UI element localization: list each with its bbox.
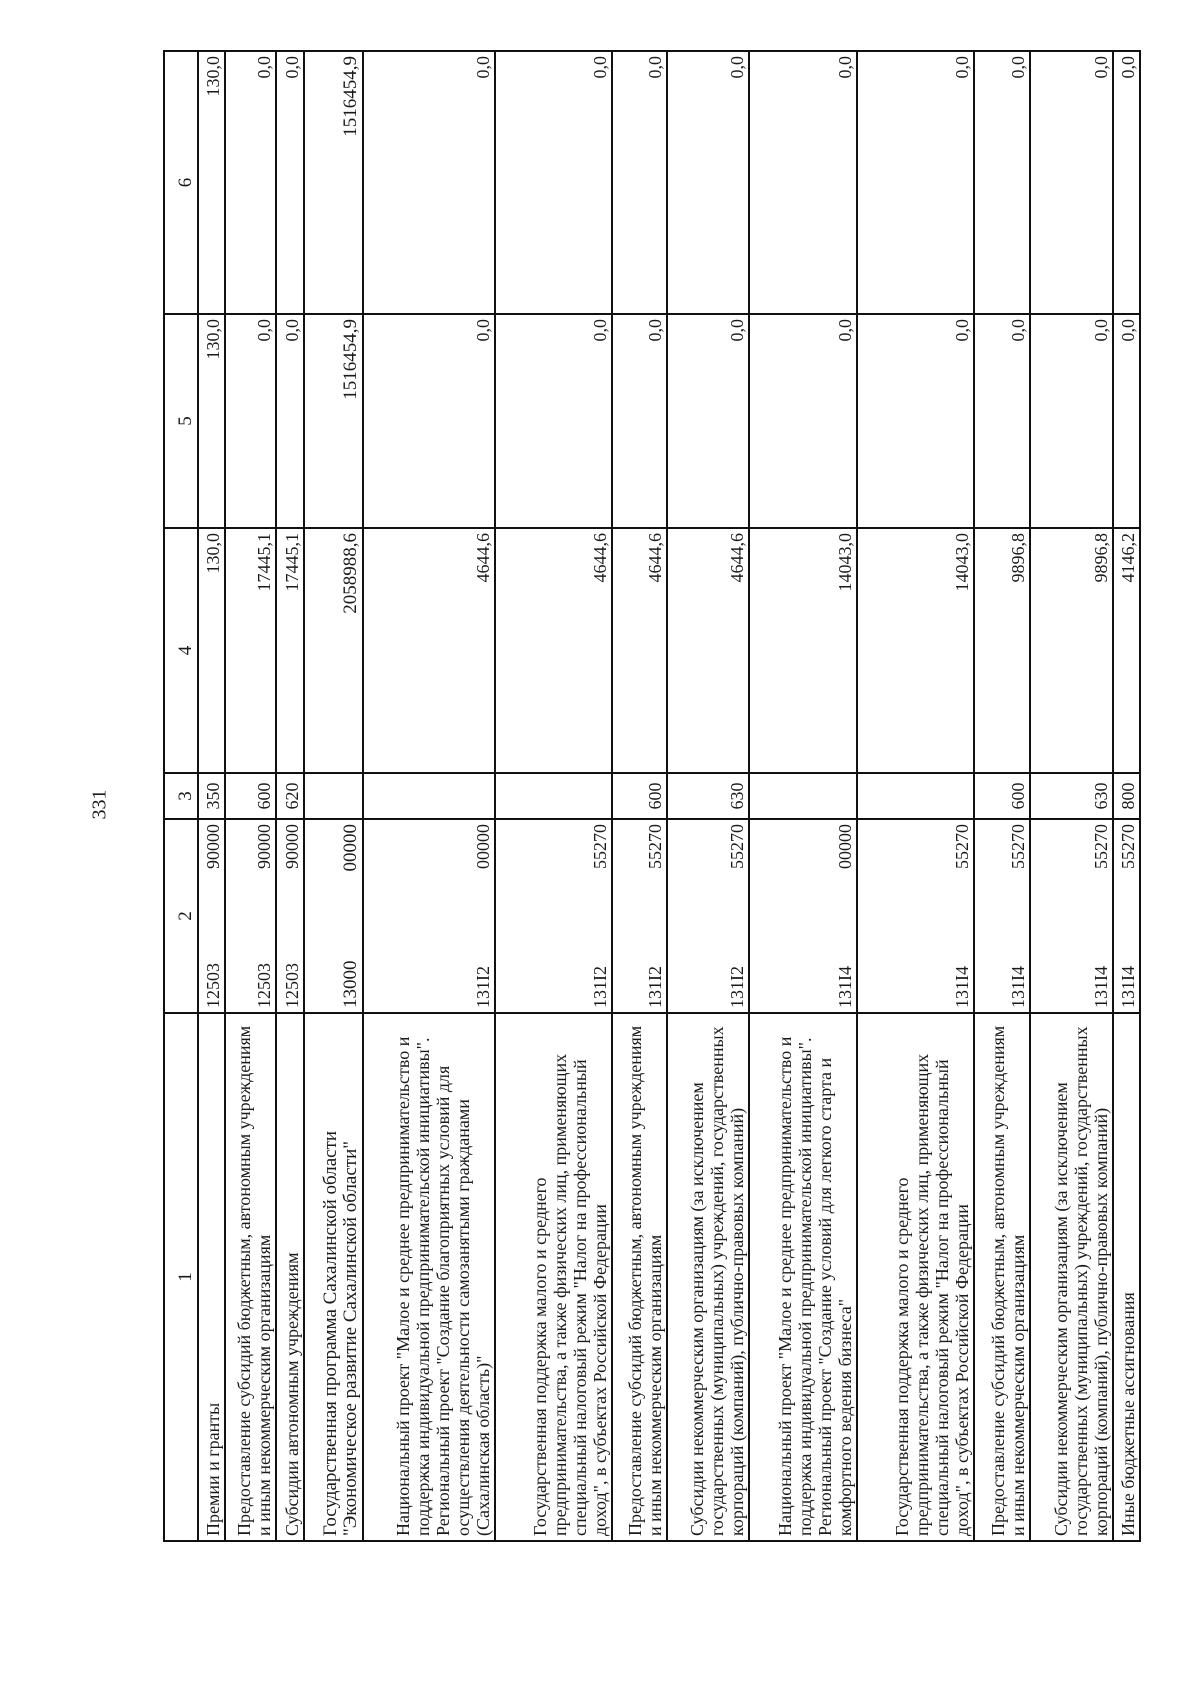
row-value-6: 0,0 — [1113, 51, 1140, 314]
row-expense-type: 600 — [612, 773, 668, 819]
row-name: Государственная поддержка малого и среднего предпринимательства, а также физических лиц, применяющих специальный налоговый режим "Налог на профессиональный доход", в субъектах Российской Федерации — [495, 1013, 612, 1541]
row-code — [612, 819, 668, 1013]
row-code — [974, 819, 1030, 1013]
row-value-6: 0,0 — [1030, 51, 1113, 314]
table-row — [612, 51, 668, 1541]
row-code-b: 55270 — [645, 824, 666, 869]
row-code — [749, 819, 857, 1013]
row-code-b: 90000 — [281, 824, 302, 869]
row-expense-type: 600 — [225, 773, 276, 819]
row-value-4: 4644,6 — [667, 528, 749, 773]
row-expense-type: 630 — [1030, 773, 1113, 819]
table-row — [276, 51, 303, 1541]
row-value-5: 0,0 — [612, 314, 668, 528]
row-code-a: 131I2 — [472, 966, 493, 1008]
row-value-4: 4644,6 — [495, 528, 612, 773]
table-row — [363, 51, 495, 1541]
table-row — [749, 51, 857, 1541]
row-name: Государственная программа Сахалинской области "Экономическое развитие Сахалинской области" — [304, 1013, 363, 1541]
row-code — [857, 819, 974, 1013]
table-row — [857, 51, 974, 1541]
row-code-b: 55270 — [1118, 824, 1138, 869]
row-code — [304, 819, 363, 1013]
row-value-5: 0,0 — [363, 314, 495, 528]
row-name: Субсидии некоммерческим организациям (за исключением государственных (муниципальных) учреждений, государственных корпораций (компаний), публично-правовых компаний) — [1030, 1013, 1113, 1541]
row-code-a: 131I4 — [1118, 966, 1138, 1008]
row-expense-type: 620 — [276, 773, 303, 819]
row-value-5: 0,0 — [495, 314, 612, 528]
row-name: Предоставление субсидий бюджетным, автономным учреждениям и иным некоммерческим организациям — [225, 1013, 276, 1541]
row-value-4: 4644,6 — [363, 528, 495, 773]
row-code-a: 131I2 — [727, 966, 748, 1008]
row-code-b: 55270 — [952, 824, 973, 869]
row-value-6: 1516454,9 — [304, 51, 363, 314]
row-value-6: 0,0 — [974, 51, 1030, 314]
row-code-b: 55270 — [727, 824, 748, 869]
row-code-a: 12503 — [254, 963, 275, 1008]
row-code-a: 131I4 — [1090, 966, 1111, 1008]
row-value-6: 0,0 — [363, 51, 495, 314]
row-value-4: 9896,8 — [974, 528, 1030, 773]
row-value-6: 0,0 — [857, 51, 974, 314]
budget-table-rotated — [163, 52, 1141, 1542]
row-value-6: 0,0 — [612, 51, 668, 314]
row-code — [667, 819, 749, 1013]
budget-table — [163, 50, 1141, 1542]
row-name: Иные бюджетные ассигнования — [1113, 1013, 1140, 1541]
row-value-5: 0,0 — [1113, 314, 1140, 528]
row-expense-type — [749, 773, 857, 819]
row-code — [225, 819, 276, 1013]
row-value-5: 0,0 — [749, 314, 857, 528]
row-code-b: 00000 — [834, 824, 855, 869]
row-value-4: 2058988,6 — [304, 528, 363, 773]
row-code-b: 90000 — [254, 824, 275, 869]
row-name: Национальный проект "Малое и среднее предпринимательство и поддержка индивидуальной предпринимательской инициативы". Региональный проект "Создание благоприятных условий для осуществления деятельности самозанятыми гражданами (Сахалинская область)" — [363, 1013, 495, 1541]
row-name: Национальный проект "Малое и среднее предпринимательство и поддержка индивидуальной предпринимательской инициативы". Региональный проект "Создание условий для легкого старта и комфортного ведения бизнеса" — [749, 1013, 857, 1541]
row-code-a: 131I2 — [589, 966, 610, 1008]
row-value-4: 4644,6 — [612, 528, 668, 773]
row-value-4: 14043,0 — [749, 528, 857, 773]
row-code — [276, 819, 303, 1013]
row-name: Премии и гранты — [198, 1013, 225, 1541]
row-value-6: 0,0 — [495, 51, 612, 314]
row-expense-type — [304, 773, 363, 819]
table-row — [495, 51, 612, 1541]
row-value-5: 130,0 — [198, 314, 225, 528]
table-row — [1030, 51, 1113, 1541]
table-row — [198, 51, 225, 1541]
column-header: 2 — [164, 819, 198, 1013]
row-value-4: 17445,1 — [276, 528, 303, 773]
row-expense-type: 600 — [974, 773, 1030, 819]
row-code — [1030, 819, 1113, 1013]
row-code-b: 00000 — [339, 824, 361, 872]
row-code-a: 12503 — [281, 963, 302, 1008]
table-row — [1113, 51, 1140, 1541]
row-expense-type: 800 — [1113, 773, 1140, 819]
row-value-4: 9896,8 — [1030, 528, 1113, 773]
page-number: 331 — [88, 789, 111, 820]
table-row-program — [304, 51, 363, 1541]
column-header: 1 — [164, 1013, 198, 1541]
row-name: Субсидии некоммерческим организациям (за исключением государственных (муниципальных) учреждений, государственных корпораций (компаний), публично-правовых компаний) — [667, 1013, 749, 1541]
column-header: 3 — [164, 773, 198, 819]
row-code — [495, 819, 612, 1013]
row-code-a: 12503 — [203, 963, 224, 1008]
row-code-a: 131I4 — [952, 966, 973, 1008]
row-value-5: 0,0 — [667, 314, 749, 528]
table-row — [667, 51, 749, 1541]
row-code-b: 55270 — [1007, 824, 1028, 869]
row-code — [198, 819, 225, 1013]
row-code-a: 131I4 — [834, 966, 855, 1008]
row-value-4: 130,0 — [198, 528, 225, 773]
row-code-b: 00000 — [472, 824, 493, 869]
column-header: 6 — [164, 51, 198, 314]
row-value-6: 0,0 — [749, 51, 857, 314]
row-code-b: 90000 — [203, 824, 224, 869]
row-expense-type: 350 — [198, 773, 225, 819]
table-row — [225, 51, 276, 1541]
row-value-5: 0,0 — [276, 314, 303, 528]
row-value-6: 0,0 — [225, 51, 276, 314]
row-value-5: 0,0 — [1030, 314, 1113, 528]
header-row — [164, 51, 198, 1541]
row-value-4: 17445,1 — [225, 528, 276, 773]
row-name: Предоставление субсидий бюджетным, автономным учреждениям и иным некоммерческим организациям — [612, 1013, 668, 1541]
row-value-5: 1516454,9 — [304, 314, 363, 528]
row-value-4: 4146,2 — [1113, 528, 1140, 773]
row-value-6: 0,0 — [667, 51, 749, 314]
row-code-a: 13000 — [339, 960, 361, 1008]
row-value-6: 0,0 — [276, 51, 303, 314]
row-code-a: 131I4 — [1007, 966, 1028, 1008]
row-code — [363, 819, 495, 1013]
row-expense-type — [363, 773, 495, 819]
row-value-5: 0,0 — [974, 314, 1030, 528]
row-code — [1113, 819, 1140, 1013]
row-value-5: 0,0 — [225, 314, 276, 528]
row-code-b: 55270 — [1090, 824, 1111, 869]
row-value-5: 0,0 — [857, 314, 974, 528]
row-code-a: 131I2 — [645, 966, 666, 1008]
row-expense-type — [495, 773, 612, 819]
column-header: 5 — [164, 314, 198, 528]
row-name: Предоставление субсидий бюджетным, автономным учреждениям и иным некоммерческим организациям — [974, 1013, 1030, 1541]
row-name: Субсидии автономным учреждениям — [276, 1013, 303, 1541]
row-code-b: 55270 — [589, 824, 610, 869]
row-value-6: 130,0 — [198, 51, 225, 314]
row-expense-type: 630 — [667, 773, 749, 819]
column-header: 4 — [164, 528, 198, 773]
row-name: Государственная поддержка малого и среднего предпринимательства, а также физических лиц, применяющих специальный налоговый режим "Налог на профессиональный доход", в субъектах Российской Федерации — [857, 1013, 974, 1541]
row-value-4: 14043,0 — [857, 528, 974, 773]
row-expense-type — [857, 773, 974, 819]
table-row — [974, 51, 1030, 1541]
